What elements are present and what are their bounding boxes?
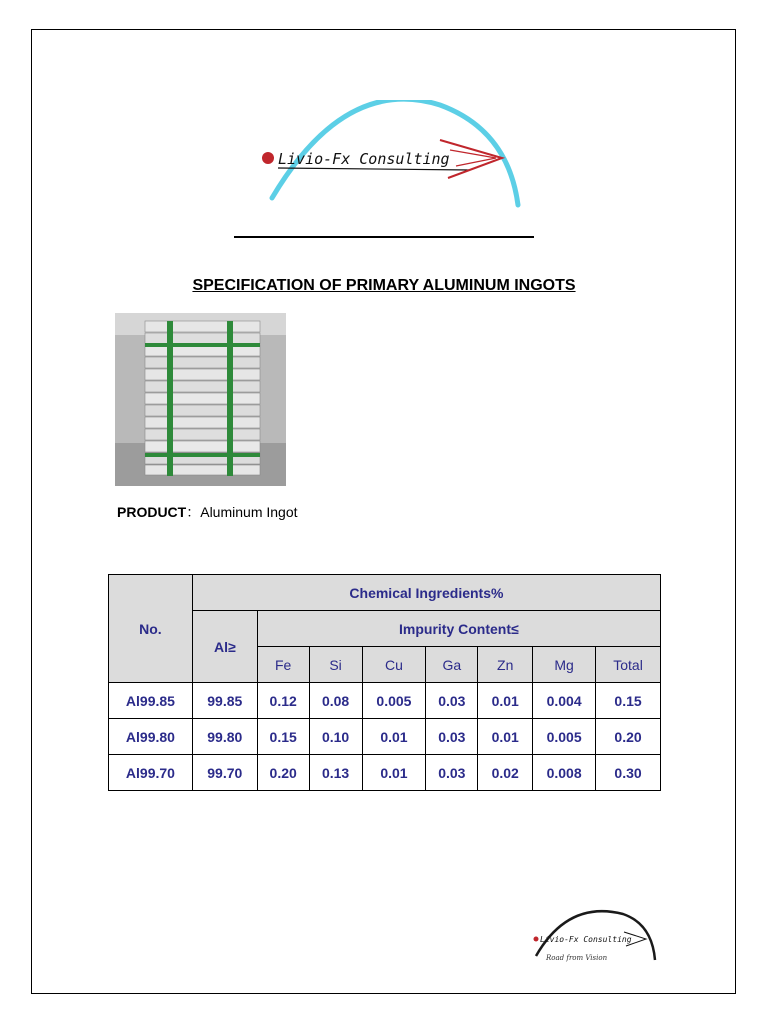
cell-grade: Al99.85 bbox=[109, 683, 193, 719]
document-title: SPECIFICATION OF PRIMARY ALUMINUM INGOTS bbox=[192, 277, 576, 294]
header-total: Total bbox=[596, 647, 661, 683]
cell-ga: 0.03 bbox=[426, 719, 478, 755]
table-row bbox=[109, 719, 661, 755]
cell-cu: 0.01 bbox=[362, 719, 426, 755]
header-impurity-content: Impurity Content≤ bbox=[257, 611, 660, 647]
product-value: Aluminum Ingot bbox=[200, 504, 298, 520]
cell-total: 0.30 bbox=[596, 755, 661, 791]
cell-cu: 0.005 bbox=[362, 683, 426, 719]
cell-ga: 0.03 bbox=[426, 755, 478, 791]
cell-total: 0.20 bbox=[596, 719, 661, 755]
cell-si: 0.10 bbox=[309, 719, 362, 755]
header-row-chemical bbox=[109, 575, 661, 611]
header-si: Si bbox=[309, 647, 362, 683]
cell-ga: 0.03 bbox=[426, 683, 478, 719]
company-logo bbox=[250, 100, 530, 210]
cell-cu: 0.01 bbox=[362, 755, 426, 791]
footer-logo-dot bbox=[534, 937, 539, 942]
cell-fe: 0.20 bbox=[257, 755, 309, 791]
cell-al: 99.80 bbox=[192, 719, 257, 755]
footer-brand-text: Livio-Fx Consulting bbox=[540, 935, 632, 944]
table-row bbox=[109, 755, 661, 791]
logo-dot bbox=[262, 152, 274, 164]
cell-fe: 0.12 bbox=[257, 683, 309, 719]
header-ga: Ga bbox=[426, 647, 478, 683]
header-zn: Zn bbox=[478, 647, 533, 683]
cell-total: 0.15 bbox=[596, 683, 661, 719]
cell-zn: 0.01 bbox=[478, 683, 533, 719]
cell-zn: 0.02 bbox=[478, 755, 533, 791]
product-label: PRODUCT bbox=[117, 504, 187, 520]
cell-grade: Al99.70 bbox=[109, 755, 193, 791]
header-al: Al≥ bbox=[192, 611, 257, 683]
specification-table bbox=[108, 574, 661, 791]
cell-al: 99.70 bbox=[192, 755, 257, 791]
logo-brand-text: Livio-Fx Consulting bbox=[278, 150, 450, 168]
cell-fe: 0.15 bbox=[257, 719, 309, 755]
cell-mg: 0.008 bbox=[533, 755, 596, 791]
header-cu: Cu bbox=[362, 647, 426, 683]
product-photo bbox=[115, 313, 286, 486]
cell-si: 0.08 bbox=[309, 683, 362, 719]
cell-mg: 0.004 bbox=[533, 683, 596, 719]
cell-zn: 0.01 bbox=[478, 719, 533, 755]
footer-signature-text: Road from Vision bbox=[546, 954, 608, 962]
header-fe: Fe bbox=[257, 647, 309, 683]
cell-si: 0.13 bbox=[309, 755, 362, 791]
table-row bbox=[109, 683, 661, 719]
header-chemical-ingredients: Chemical Ingredients% bbox=[192, 575, 660, 611]
product-line bbox=[117, 502, 298, 522]
cell-mg: 0.005 bbox=[533, 719, 596, 755]
product-separator: ： bbox=[186, 504, 201, 520]
cell-grade: Al99.80 bbox=[109, 719, 193, 755]
header-mg: Mg bbox=[533, 647, 596, 683]
title-rule bbox=[234, 236, 534, 238]
cell-al: 99.85 bbox=[192, 683, 257, 719]
header-no: No. bbox=[109, 575, 193, 683]
footer-logo bbox=[528, 908, 658, 968]
